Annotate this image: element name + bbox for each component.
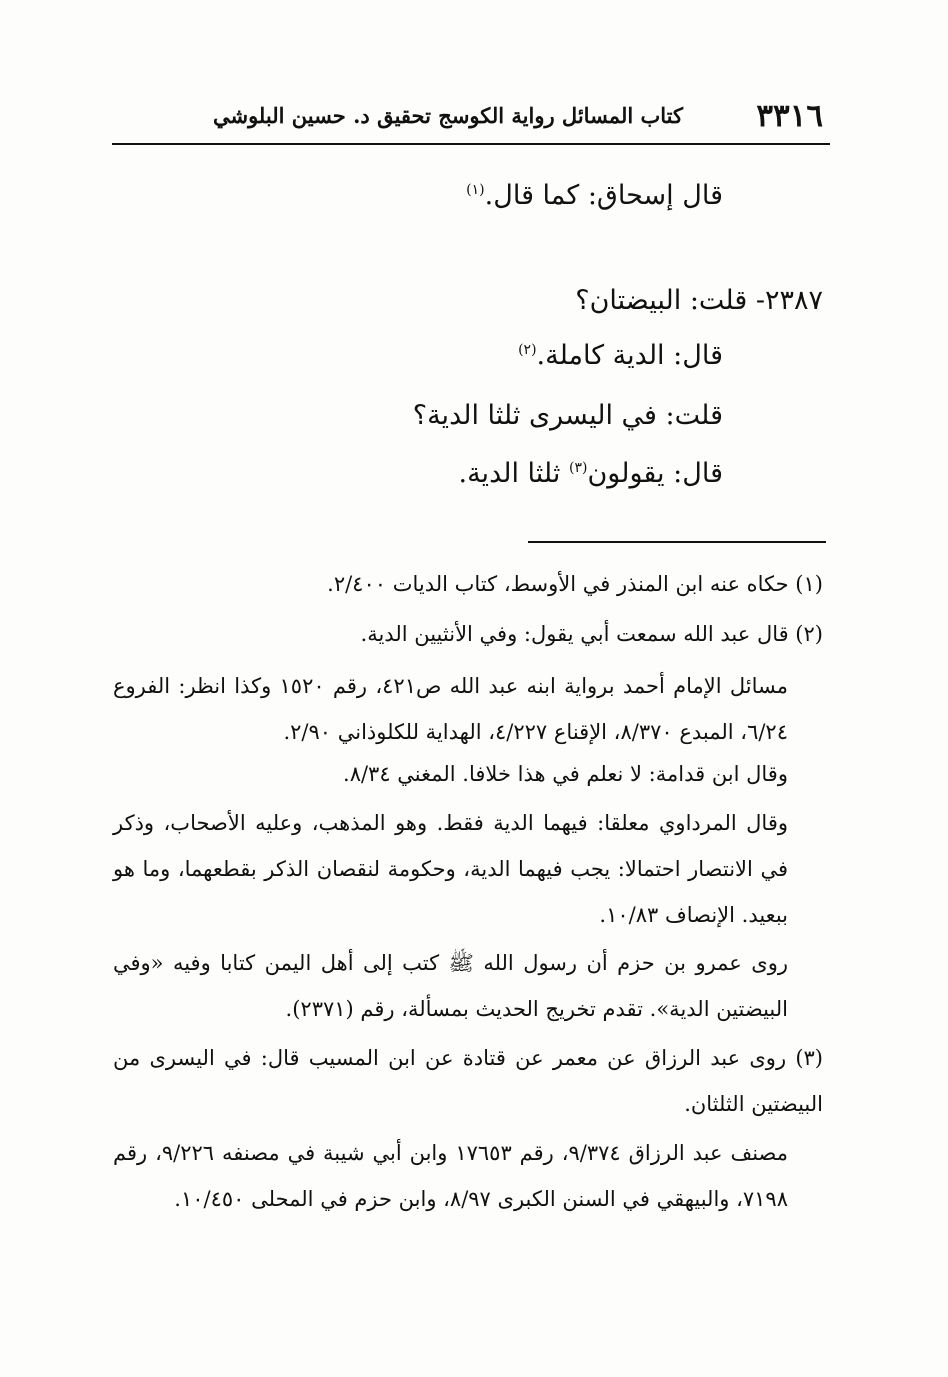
footnote-1: (١) حكاه عنه ابن المنذر في الأوسط، كتاب الديات ٢/٤٠٠. (327, 572, 823, 596)
page-number: ٣٣١٦ (756, 98, 823, 134)
text-line-3 (518, 340, 723, 371)
header-rule (112, 143, 830, 145)
text-line-5-after: ثلثا الدية. (458, 458, 569, 489)
footnote-ref-1: (١) (466, 182, 485, 198)
footnote-ref-2: (٢) (518, 342, 537, 358)
footnote-2-mardawi: وقال المرداوي معلقا: فيهما الدية فقط. وهو المذهب، وعليه الأصحاب، وذكر في الانتصار احتمالا: يجب فيهما الدية، وحكومة لنقصان الذكر بقطعهما، وما هو ببعيد. الإنصاف ١٠/٨٣. (113, 811, 788, 927)
footnote-2: (٢) قال عبد الله سمعت أبي يقول: وفي الأنثيين الدية. (360, 622, 823, 646)
footnote-2-ibn-qudama: وقال ابن قدامة: لا نعلم في هذا خلافا. المغني ٨/٣٤. (343, 762, 788, 786)
text-line-5 (459, 458, 724, 489)
text-line-1-body: قال إسحاق: كما قال. (484, 180, 723, 211)
question-2387: ٢٣٨٧- قلت: البيضتان؟ (575, 285, 823, 316)
footnote-3-source: مصنف عبد الرزاق ٩/٣٧٤، رقم ١٧٦٥٣ وابن أبي شيبة في مصنفه ٩/٢٢٦، رقم ٧١٩٨، والبيهقي في السنن الكبرى ٨/٩٧، وابن حزم في المحلى ١٠/٤٥٠. (113, 1141, 788, 1211)
footnote-3: (٣) روى عبد الرزاق عن معمر عن قتادة عن ابن المسيب قال: في اليسرى من البيضتين الثلثان. (113, 1046, 823, 1116)
text-line-5-before: قال: يقولون (587, 458, 723, 489)
footnote-2-hadith: روى عمرو بن حزم أن رسول الله ﷺ كتب إلى أهل اليمن كتابا وفيه «وفي البيضتين الدية». تقدم تخريج الحديث بمسألة، رقم (٢٣٧١). (113, 951, 788, 1021)
text-line-4 (413, 400, 723, 431)
running-header-title: كتاب المسائل رواية الكوسج تحقيق د. حسين البلوشي (212, 103, 683, 128)
text-line-2 (575, 285, 823, 316)
text-line-1 (466, 180, 723, 211)
text-line-4-body: قلت: في اليسرى ثلثا الدية؟ (412, 400, 723, 431)
footnote-2-source: مسائل الإمام أحمد برواية ابنه عبد الله ص٤٢١، رقم ١٥٢٠ وكذا انظر: الفروع ٦/٢٤، المبدع ٨/٣٧٠، الإقناع ٤/٢٢٧، الهداية للكلوذاني ٢/٩٠. (113, 674, 788, 744)
footnote-separator (528, 541, 826, 543)
footnote-ref-3: (٣) (568, 460, 588, 476)
text-line-3-body: قال: الدية كاملة. (536, 340, 723, 371)
